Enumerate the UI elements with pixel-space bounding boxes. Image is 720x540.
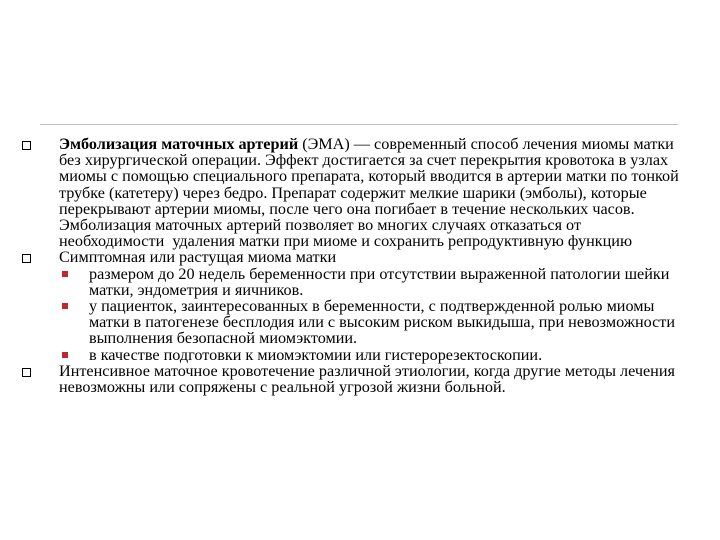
hollow-square-bullet-icon	[22, 254, 31, 263]
sub-bullet-item	[59, 347, 682, 363]
hollow-square-bullet-icon	[22, 141, 31, 150]
bullet-bold-text: Эмболизация маточных артерий	[59, 135, 299, 153]
sub-bullet-text: у пациенток, заинтересованных в беременности, с подтвержденной ролью миомы матки в патогенезе бесплодия или с высоким риском выкидыша, при невозможности выполнения безопасной миомэктомии.	[89, 297, 680, 348]
sub-bullet-text: в качестве подготовки к миомэктомии или гистерорезектоскопии.	[89, 345, 543, 364]
sub-bullet-item	[59, 266, 682, 298]
bullet-item-symptomatic-myoma	[22, 249, 682, 362]
red-square-bullet-icon	[62, 271, 68, 277]
bullet-text: Симптомная или растущая миома матки	[59, 248, 337, 267]
title-divider	[40, 124, 678, 125]
sub-bullet-text: размером до 20 недель беременности при отсутствии выраженной патологии шейки матки, эндометрия и яичников.	[89, 264, 674, 299]
red-square-bullet-icon	[62, 303, 68, 309]
slide-body	[22, 136, 682, 395]
sub-bullet-item	[59, 298, 682, 347]
red-square-bullet-icon	[62, 352, 68, 358]
bullet-text: Интенсивное маточное кровотечение различной этиологии, когда другие методы лечения невозможны или сопряжены с реальной угрозой жизни больной.	[59, 361, 679, 397]
bullet-item-ema	[22, 136, 682, 249]
bullet-item-bleeding	[22, 363, 682, 395]
bullet-text: (ЭМА) — современный способ лечения миомы матки без хирургической операции. Эффект достигается за счет перекрытия кровотока в узлах миомы с помощью специального препарата, который вводится в артерии матки по тонкой трубке (катетеру) через бедро. Препарат содержит мелкие шарики (эмболы), которые перекрывают артерии миомы, после чего она погибает в течение нескольких часов. Эмболизация маточных артерий позволяет во многих случаях отказаться от необходимости удаления матки при миоме и сохранить репродуктивную функцию	[59, 135, 683, 251]
hollow-square-bullet-icon	[22, 368, 31, 377]
